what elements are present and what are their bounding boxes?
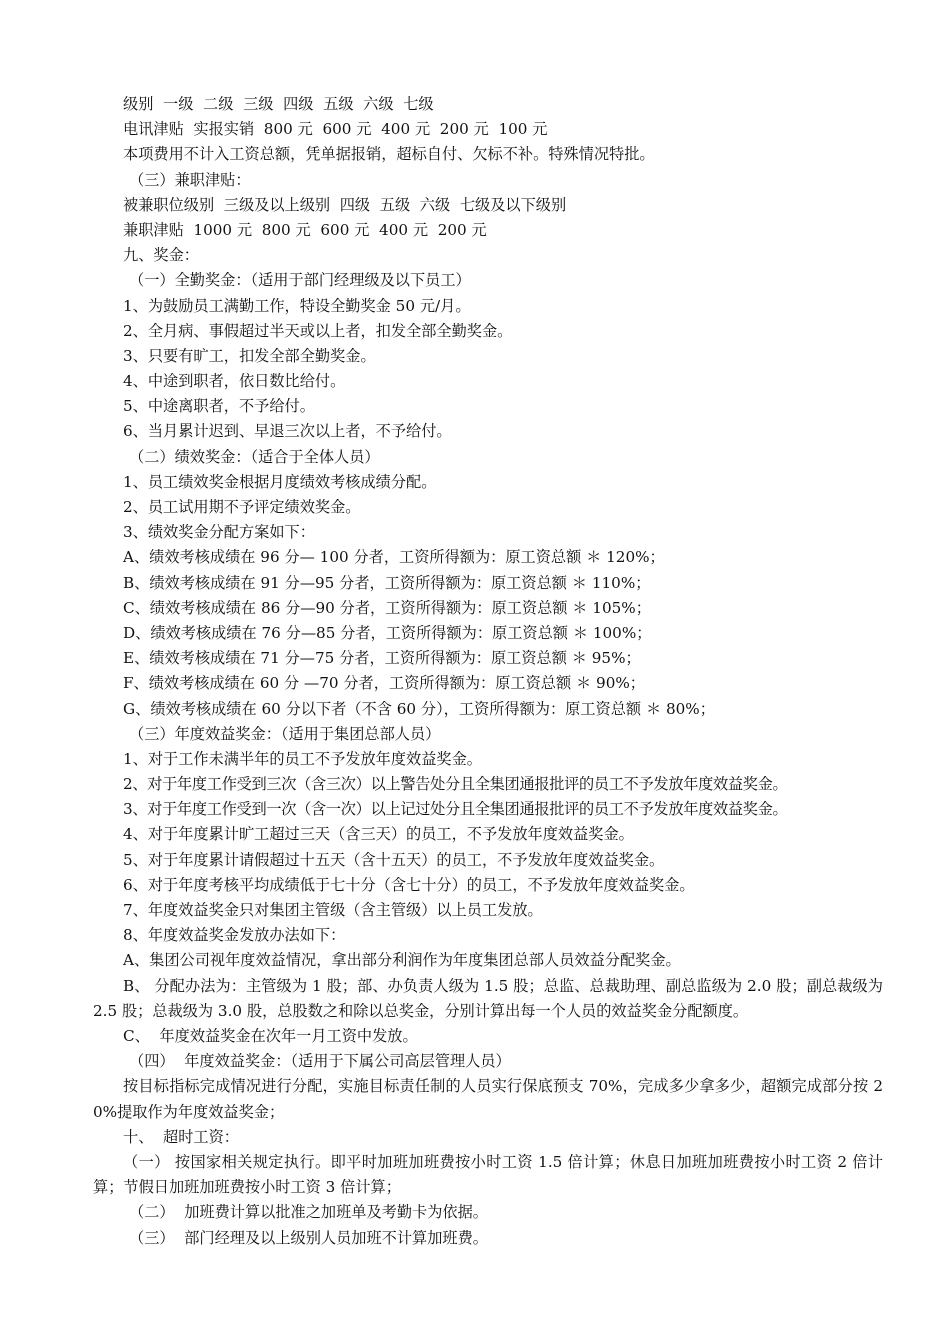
text-line: 8、年度效益奖金发放办法如下： [123, 926, 346, 945]
bonus-method-b-paragraph: B、 分配办法为：主管级为 1 股；部、办负责人级为 1.5 股；总监、总裁助理、副总监级为 2.0 股；副总裁级为 2.5 股；总裁级为 3.0 股，总股数之和除以总奖金，分别计算出每一个人员的效益奖金分配额度。 [93, 976, 883, 1020]
text-line: E、绩效考核成绩在 71 分—75 分者，工资所得额为：原工资总额 ＊ 95%； [123, 649, 641, 668]
text-line: 6、当月累计迟到、早退三次以上者，不予给付。 [123, 422, 452, 441]
text-line: 4、对于年度累计旷工超过三天（含三天）的员工，不予发放年度效益奖金。 [123, 825, 634, 844]
section-four-paragraph: 按目标指标完成情况进行分配，实施目标责任制的人员实行保底预支 70%，完成多少拿多少，超额完成部分按 20%提取作为年度效益奖金； [93, 1077, 883, 1121]
text-line: 5、中途离职者，不予给付。 [123, 397, 315, 416]
text-lines [93, 92, 883, 974]
text-line: 1、对于工作未满半年的员工不予发放年度效益奖金。 [123, 749, 482, 768]
text-line: 5、对于年度累计请假超过十五天（含十五天）的员工，不予发放年度效益奖金。 [123, 850, 665, 869]
text-line: F、绩效考核成绩在 60 分 —70 分者，工资所得额为：原工资总额 ＊ 90%； [123, 674, 645, 693]
bonus-method-c-line: C、 年度效益奖金在次年一月工资中发放。 [123, 1026, 418, 1045]
text-line: 2、对于年度工作受到三次（含三次）以上警告处分且全集团通报批评的员工不予发放年度效益奖金。 [123, 775, 788, 794]
text-line: C、绩效考核成绩在 86 分—90 分者，工资所得额为：原工资总额 ＊ 105%； [123, 598, 651, 617]
text-line: 3、只要有旷工，扣发全部全勤奖金。 [123, 346, 376, 365]
text-line: 本项费用不计入工资总额，凭单据报销，超标自付、欠标不补。特殊情况特批。 [123, 145, 655, 164]
text-line: 7、年度效益奖金只对集团主管级（含主管级）以上员工发放。 [123, 901, 543, 919]
document-body [93, 92, 883, 1251]
overtime-rule-one-paragraph: （一） 按国家相关规定执行。即平时加班加班费按小时工资 1.5 倍计算；休息日加班加班费按小时工资 2 倍计算；节假日加班加班费按小时工资 3 倍计算； [93, 1152, 883, 1197]
text-line: B、绩效考核成绩在 91 分—95 分者，工资所得额为：原工资总额 ＊ 110%； [123, 573, 651, 592]
text-line: （三）年度效益奖金：（适用于集团总部人员） [129, 724, 441, 743]
text-line: （二）绩效奖金：（适合于全体人员） [129, 447, 380, 466]
text-line: 2、全月病、事假超过半天或以上者，扣发全部全勤奖金。 [123, 321, 513, 340]
text-line: （一）全勤奖金：（适用于部门经理级及以下员工） [129, 271, 471, 290]
text-line: 级别 一级 二级 三级 四级 五级 六级 七级 [123, 95, 434, 113]
text-line: A、绩效考核成绩在 96 分— 100 分者，工资所得额为：原工资总额 ＊ 120%； [123, 548, 665, 567]
text-line: A、集团公司视年度效益情况，拿出部分利润作为年度集团总部人员效益分配奖金。 [123, 951, 681, 970]
text-line: 电讯津贴 实报实销 800 元 600 元 400 元 200 元 100 元 [123, 120, 548, 139]
text-line: 6、对于年度考核平均成绩低于七十分（含七十分）的员工，不予发放年度效益奖金。 [123, 875, 695, 894]
text-line: （三）兼职津贴： [129, 170, 251, 189]
section-ten-title: 十、 超时工资： [123, 1127, 239, 1146]
text-line: 1、员工绩效奖金根据月度绩效考核成绩分配。 [123, 472, 437, 491]
text-line: 兼职津贴 1000 元 800 元 600 元 400 元 200 元 [123, 220, 487, 239]
text-line: 3、绩效奖金分配方案如下： [123, 523, 315, 542]
text-line: 4、中途到职者，依日数比给付。 [123, 372, 346, 391]
text-line: G、绩效考核成绩在 60 分以下者（不含 60 分），工资所得额为：原工资总额 ＊ 80%； [123, 699, 715, 718]
section-four-title: （四） 年度效益奖金：（适用于下属公司高层管理人员） [129, 1052, 511, 1071]
text-line: 九、奖金： [123, 246, 199, 265]
text-line: D、绩效考核成绩在 76 分—85 分者，工资所得额为：原工资总额 ＊ 100%； [123, 623, 652, 642]
overtime-rule-two-line: （二） 加班费计算以批准之加班单及考勤卡为依据。 [129, 1203, 488, 1222]
overtime-rule-three-line: （三） 部门经理及以上级别人员加班不计算加班费。 [129, 1228, 488, 1247]
text-line: 2、员工试用期不予评定绩效奖金。 [123, 498, 361, 516]
text-line: 被兼职位级别 三级及以上级别 四级 五级 六级 七级及以下级别 [123, 195, 567, 214]
text-line: 1、为鼓励员工满勤工作，特设全勤奖金 50 元/月。 [123, 296, 471, 315]
text-line: 3、对于年度工作受到一次（含一次）以上记过处分且全集团通报批评的员工不予发放年度效益奖金。 [123, 800, 788, 819]
